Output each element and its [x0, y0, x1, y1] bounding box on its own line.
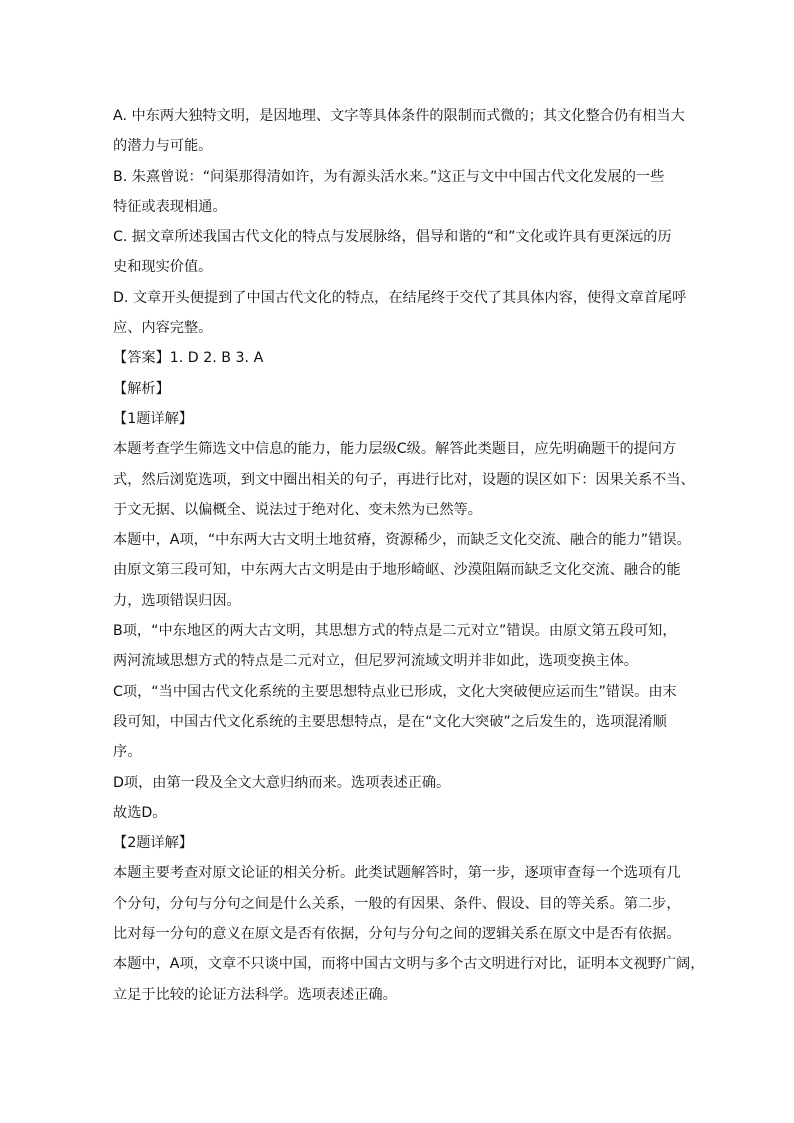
option-c-line-2: 史和现实价值。: [113, 259, 213, 276]
q2-heading: 【2题详解】: [113, 835, 193, 852]
q1-text-line: 由原文第三段可知，中东两大古文明是由于地形崎岖、沙漠阻隔而缺乏文化交流、融合的能: [113, 562, 681, 579]
q2-text-line: 本题中，A项，文章不只谈中国，而将中国古文明与多个古文明进行对比，证明本文视野广阔，: [113, 956, 705, 973]
q1-text-line: 式，然后浏览选项，到文中圈出相关的句子，再进行比对，设题的误区如下：因果关系不当、: [113, 471, 695, 488]
option-b-line-2: 特征或表现相通。: [113, 198, 227, 215]
q1-text-line: 序。: [113, 744, 142, 761]
q1-text-line: 于文无据、以偏概全、说法过于绝对化、变未然为已然等。: [113, 501, 482, 518]
answer-line: 【答案】1. D 2. B 3. A: [113, 350, 264, 367]
q1-text-line: 段可知，中国古代文化系统的主要思想特点，是在“文化大突破”之后发生的，选项混淆顺: [113, 713, 667, 730]
q1-text-line: B项，“中东地区的两大古文明，其思想方式的特点是二元对立”错误。由原文第五段可知，: [113, 623, 677, 640]
q1-text-line: 两河流域思想方式的特点是二元对立，但尼罗河流域文明并非如此，选项变换主体。: [113, 653, 638, 670]
q1-text-line: 本题考查学生筛选文中信息的能力，能力层级C级。解答此类题目，应先明确题干的提问方: [113, 441, 677, 458]
q2-text-line: 比对每一分句的意义在原文是否有依据，分句与分句之间的逻辑关系在原文中是否有依据。: [113, 926, 681, 943]
option-d-line-1: D. 文章开头便提到了中国古代文化的特点，在结尾终于交代了其具体内容，使得文章首尾呼: [113, 289, 687, 306]
option-b-line-1: B. 朱熹曾说：“问渠那得清如许，为有源头活水来。”这正与文中中国古代文化发展的一些: [113, 168, 665, 185]
q2-text-line: 个分句，分句与分句之间是什么关系，一般的有因果、条件、假设、目的等关系。第二步，: [113, 895, 681, 912]
option-d-line-2: 应、内容完整。: [113, 320, 213, 337]
document-body: [113, 101, 705, 1010]
q1-text-line: 力，选项错误归因。: [113, 592, 241, 609]
q1-text-line: D项，由第一段及全文大意归纳而来。选项表述正确。: [113, 774, 451, 791]
q1-conclusion-line: 故选D。: [113, 804, 167, 821]
option-c-line-1: C. 据文章所述我国古代文化的特点与发展脉络，倡导和谐的“和”文化或许具有更深远的历: [113, 229, 672, 246]
q1-text-line: 本题中，A项，“中东两大古文明土地贫瘠，资源稀少，而缺乏文化交流、融合的能力”错误。: [113, 532, 691, 549]
option-a-line-2: 的潜力与可能。: [113, 138, 213, 155]
q2-text-line: 立足于比较的论证方法科学。选项表述正确。: [113, 986, 397, 1003]
q1-heading: 【1题详解】: [113, 410, 193, 427]
q2-text-line: 本题主要考查对原文论证的相关分析。此类试题解答时，第一步，逐项审查每一个选项有几: [113, 865, 681, 882]
option-a-line-1: A. 中东两大独特文明，是因地理、文字等具体条件的限制而式微的；其文化整合仍有相当大: [113, 108, 685, 124]
analysis-heading: 【解析】: [113, 380, 170, 397]
q1-text-line: C项，“当中国古代文化系统的主要思想特点业已形成，文化大突破便应运而生”错误。由末: [113, 683, 677, 700]
